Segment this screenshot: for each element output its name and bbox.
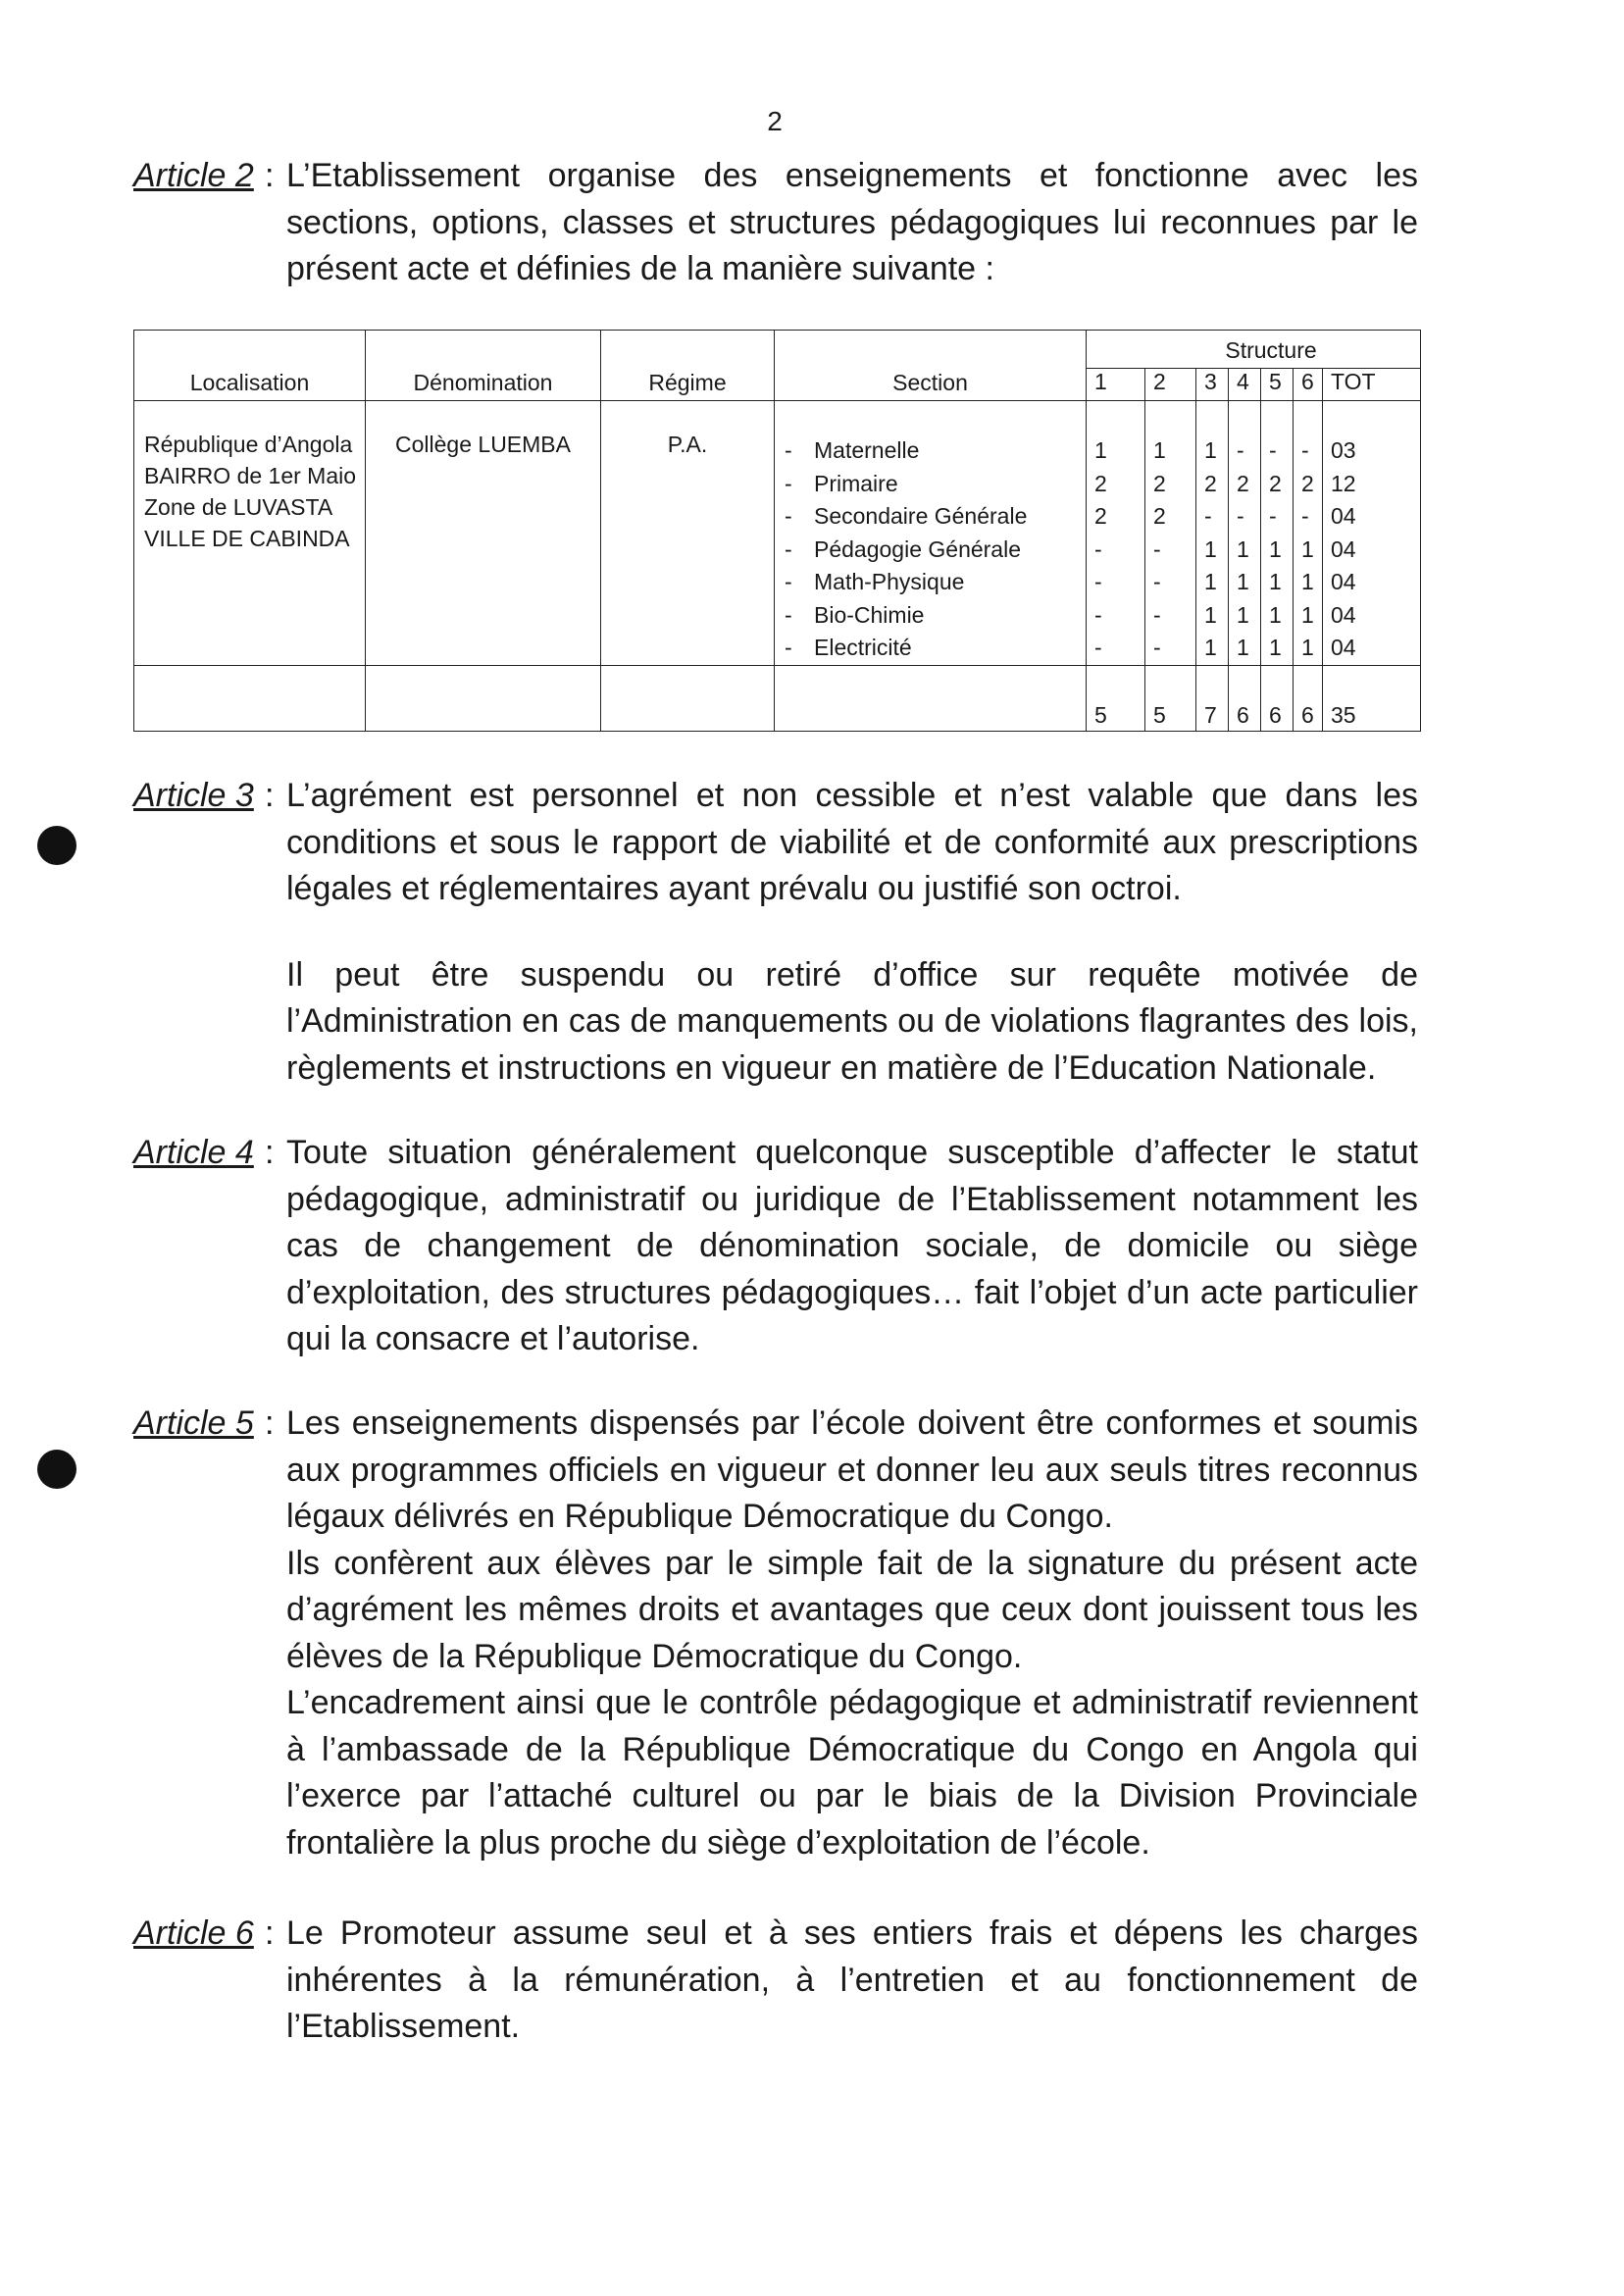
article-5-label: Article 5 [133,1404,254,1442]
sum-col-4: 6 [1229,665,1261,731]
header-col-tot: TOT [1323,369,1421,401]
article-2 [133,153,1418,293]
cell-sections [775,401,1087,666]
article-5 [133,1401,1418,1866]
localisation-line: Zone de LUVASTA [144,494,333,520]
structure-value: 1 [1204,437,1217,463]
structure-total: 04 [1331,601,1356,628]
cell-denomination [366,401,601,666]
structure-value: 1 [1153,437,1166,463]
article-5-colon: : [265,1404,275,1442]
header-section: Section [775,331,1087,401]
article-2-text: L’Etablissement organise des enseignements et fonctionne avec les sections, options, classes et structures pédagogiques lui reconnues par le présent acte et définies de la manière suivante : [286,157,1418,287]
structure-value: 1 [1301,536,1314,562]
section-item: - Pédagogie Générale [785,534,1086,567]
structure-value: 1 [1301,635,1314,660]
structure-value: 1 [1237,601,1249,628]
structure-value: - [1094,536,1102,562]
article-5-paragraph-3: L’encadrement ainsi que le contrôle pédagogique et administratif reviennent à l’ambassade de la République Démocratique du Congo en Angola qui l’exerce par l’attaché culturel ou par le biais de la Division Provinciale frontalière la plus proche du siège d’exploitation de l’école. [286,1684,1418,1862]
structure-value: 2 [1094,470,1107,496]
article-6 [133,1911,1418,2051]
structure-value: - [1094,601,1102,628]
structure-value: - [1094,635,1102,660]
structure-value: 1 [1237,635,1249,660]
structure-col-2 [1145,401,1196,666]
sum-empty-cell [601,665,775,731]
cell-localisation [134,401,366,666]
structure-value: 1 [1301,601,1314,628]
section-item: - Bio-Chimie [785,599,1086,633]
structure-value: - [1153,635,1161,660]
article-3-colon: : [265,777,275,814]
article-3-label: Article 3 [133,777,254,814]
structure-value: 1 [1237,536,1249,562]
structure-total: 03 [1331,437,1356,463]
header-col-3: 3 [1196,369,1229,401]
structure-value: - [1269,437,1277,463]
structure-value: 2 [1269,470,1282,496]
sum-empty-cell [775,665,1087,731]
article-2-colon: : [265,157,275,194]
section-item: - Math-Physique [785,566,1086,599]
structure-total: 12 [1331,470,1356,496]
structure-value: - [1237,437,1244,463]
section-item: - Maternelle [785,434,1086,468]
localisation-line: VILLE DE CABINDA [144,526,350,551]
structure-value: 2 [1094,503,1107,529]
article-3-paragraph-1: L’agrément est personnel et non cessible et n’est valable que dans les conditions et sous le rapport de viabilité et de conformité aux prescriptions légales et réglementaires ayant prévalu ou justifié son octroi. [286,777,1418,907]
punch-hole-top [37,826,76,865]
structure-table [133,330,1421,732]
header-structure: Structure [1087,331,1421,369]
structure-value: - [1153,536,1161,562]
header-col-5: 5 [1261,369,1294,401]
header-col-2: 2 [1145,369,1196,401]
page-number: 2 [767,106,783,136]
structure-value: 2 [1301,470,1314,496]
structure-value: 2 [1153,470,1166,496]
header-col-4: 4 [1229,369,1261,401]
regime-value: P.A. [667,432,708,457]
structure-col-4 [1229,401,1261,666]
header-col-1: 1 [1087,369,1145,401]
structure-value: - [1301,437,1309,463]
cell-regime [601,401,775,666]
section-item: - Electricité [785,632,1086,665]
sum-col-6: 6 [1294,665,1323,731]
article-2-label: Article 2 [133,157,254,194]
denomination-value: Collège LUEMBA [395,432,571,457]
structure-total: 04 [1331,536,1356,562]
article-5-paragraph-1: Les enseignements dispensés par l’école doivent être conformes et soumis aux programmes officiels en vigueur et donner leu aux seuls titres reconnus légaux délivrés en République Démocratique du Congo. [286,1404,1418,1535]
article-4-text: Toute situation généralement quelconque susceptible d’affecter le statut pédagogique, administratif ou juridique de l’Etablissement notamment les cas de changement de dénomination sociale, de domicile ou siège d’exploitation, des structures pédagogiques… fait l’objet d’un acte particulier qui la consacre et l’autorise. [286,1134,1418,1357]
structure-col-3 [1196,401,1229,666]
article-6-label: Article 6 [133,1914,254,1952]
section-item: - Primaire [785,468,1086,501]
sum-empty-cell [366,665,601,731]
header-col-6: 6 [1294,369,1323,401]
structure-col-5 [1261,401,1294,666]
header-localisation: Localisation [134,331,366,401]
localisation-line: République d’Angola [144,432,353,457]
punch-hole-bottom [37,1450,76,1489]
structure-value: 1 [1204,601,1217,628]
structure-value: - [1153,601,1161,628]
sum-col-5: 6 [1261,665,1294,731]
structure-value: 1 [1301,569,1314,594]
article-3 [133,773,1418,1092]
structure-col-1 [1087,401,1145,666]
structure-col-6 [1294,401,1323,666]
header-denomination: Dénomination [366,331,601,401]
structure-value: 1 [1237,569,1249,594]
structure-value: - [1269,503,1277,529]
sum-col-tot: 35 [1323,665,1421,731]
localisation-line: BAIRRO de 1er Maio [144,463,357,488]
structure-value: 1 [1269,635,1282,660]
structure-value: 2 [1204,470,1217,496]
article-4-colon: : [265,1134,275,1171]
sum-empty-cell [134,665,366,731]
structure-total: 04 [1331,569,1356,594]
header-regime: Régime [601,331,775,401]
structure-value: 2 [1153,503,1166,529]
structure-value: 1 [1094,437,1107,463]
sum-col-2: 5 [1145,665,1196,731]
sum-col-1: 5 [1087,665,1145,731]
structure-value: - [1204,503,1212,529]
structure-value: - [1301,503,1309,529]
structure-value: - [1094,569,1102,594]
section-item: - Secondaire Générale [785,500,1086,534]
structure-col-tot [1323,401,1421,666]
article-6-colon: : [265,1914,275,1952]
structure-total: 04 [1331,635,1356,660]
article-3-paragraph-2: Il peut être suspendu ou retiré d’office sur requête motivée de l’Administration en cas de manquements ou de violations flagrantes des lois, règlements et instructions en vigueur en matière de l’Education Nationale. [286,955,1418,1087]
article-5-paragraph-2: Ils confèrent aux élèves par le simple fait de la signature du présent acte d’agrément les mêmes droits et avantages que ceux dont jouissent tous les élèves de la République Démocratique du Congo. [286,1544,1418,1675]
structure-value: - [1237,503,1244,529]
article-6-text: Le Promoteur assume seul et à ses entiers frais et dépens les charges inhérentes à la rémunération, à l’entretien et au fonctionnement de l’Etablissement. [286,1914,1418,2045]
structure-value: 1 [1269,601,1282,628]
sum-col-3: 7 [1196,665,1229,731]
structure-total: 04 [1331,503,1356,529]
structure-value: 1 [1269,569,1282,594]
structure-value: - [1153,569,1161,594]
structure-value: 1 [1204,569,1217,594]
structure-value: 2 [1237,470,1249,496]
article-4 [133,1130,1418,1363]
structure-value: 1 [1269,536,1282,562]
structure-value: 1 [1204,536,1217,562]
article-4-label: Article 4 [133,1134,254,1171]
structure-value: 1 [1204,635,1217,660]
